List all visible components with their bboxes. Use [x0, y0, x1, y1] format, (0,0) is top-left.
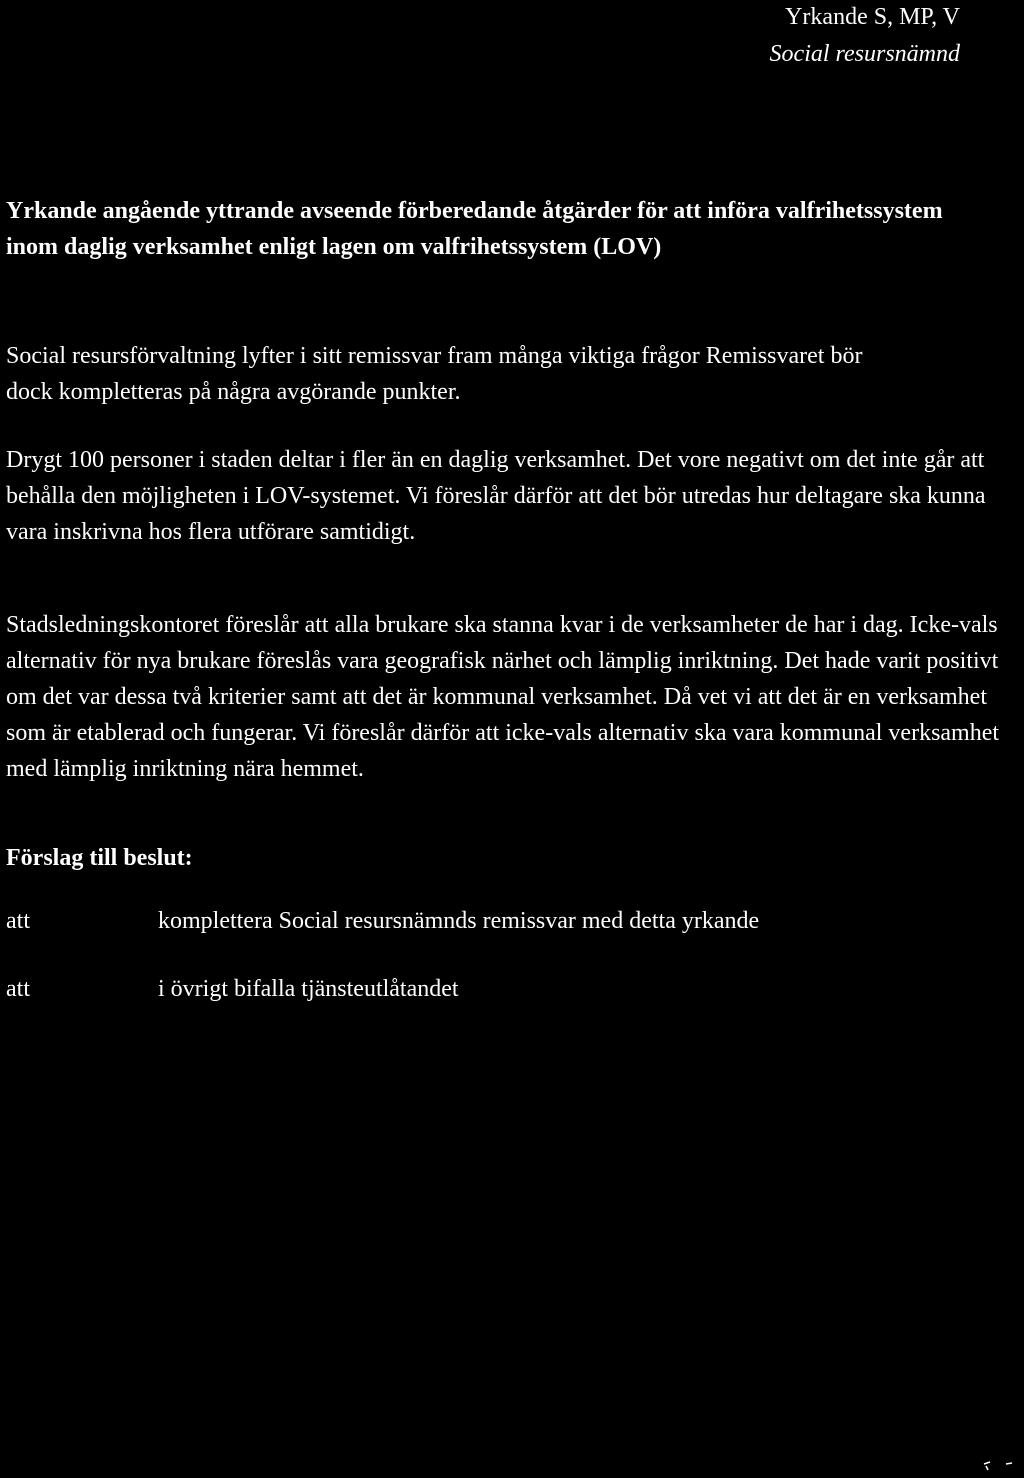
proposal-item-text: i övrigt bifalla tjänsteutlåtandet: [158, 976, 459, 1002]
paragraph-default-alternative: Stadsledningskontoret föreslår att alla brukare ska stanna kvar i de verksamheter de har i dag. Icke-vals alternativ för nya brukare föreslås vara geografisk närhet och lämplig inriktning. Det hade varit positivt om det var dessa två kriterier samt att det är kommunal verksamhet. Då vet vi att det är en verksamhet som är etablerad och fungerar. Vi föreslår därför att icke-vals alternativ ska vara kommunal verksamhet med lämplig inriktning nära hemmet.: [6, 612, 1000, 782]
proposal-item-prefix: att: [6, 908, 30, 934]
header-committee-line: Social resursnämnd: [769, 41, 960, 67]
paragraph-intro: Social resursförvaltning lyfter i sitt remissvar fram många viktiga frågor Remissvaret bör dock kompletteras på några avgörande punkter.: [6, 343, 863, 405]
document-title: Yrkande angående yttrande avseende förberedande åtgärder för att införa valfrihetssystem inom daglig verksamhet enligt lagen om valfrihetssystem (LOV): [6, 198, 943, 260]
paragraph-multiple-providers: Drygt 100 personer i staden deltar i fler än en daglig verksamhet. Det vore negativt om det inte går att behålla den möjligheten i LOV-systemet. Vi föreslår därför att det bör utredas hur deltagare ska kunna vara inskrivna hos flera utförare samtidigt.: [6, 447, 986, 545]
proposal-item-text: komplettera Social resursnämnds remissvar med detta yrkande: [158, 908, 760, 934]
header-party-line: Yrkande S, MP, V: [785, 4, 960, 30]
proposal-item-prefix: att: [6, 976, 30, 1002]
proposal-item: [6, 971, 1006, 1007]
proposal-item: [6, 903, 1006, 939]
scan-artifact-mark: [980, 1458, 1014, 1472]
proposal-heading: Förslag till beslut:: [6, 845, 193, 871]
